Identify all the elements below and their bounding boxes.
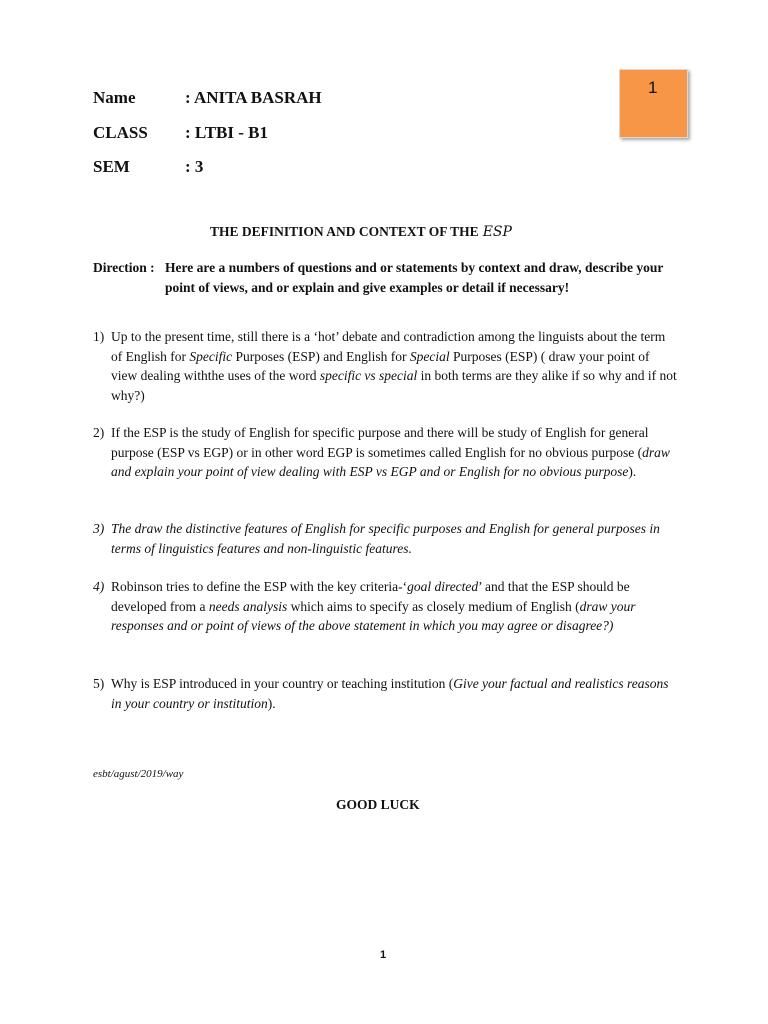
text-run: ). bbox=[628, 464, 637, 479]
question-number: 4) bbox=[93, 579, 105, 594]
direction-block bbox=[93, 258, 673, 298]
question-number: 2) bbox=[93, 425, 105, 440]
question-1 bbox=[93, 327, 679, 405]
italic-run: Give your factual and realistics reasons in your country or institution bbox=[111, 676, 669, 711]
text-run: ’ and that the ESP should be developed from a bbox=[111, 579, 630, 614]
name-label: Name bbox=[93, 88, 136, 107]
question-3 bbox=[93, 519, 679, 558]
italic-run: Special bbox=[409, 348, 450, 364]
question-number: 5) bbox=[93, 676, 105, 691]
author-note: esbt/agust/2019/way bbox=[93, 768, 184, 780]
title-main: THE DEFINITION AND CONTEXT OF THE bbox=[210, 224, 479, 239]
question-4 bbox=[93, 577, 679, 636]
class-label: CLASS bbox=[93, 123, 148, 142]
italic-run: specific vs special bbox=[319, 368, 418, 383]
question-5 bbox=[93, 674, 679, 713]
italic-run: goal directed bbox=[407, 579, 479, 594]
text-run: in both terms are they alike if so why and if not why?) bbox=[111, 368, 677, 403]
direction-label: Direction : bbox=[93, 260, 155, 275]
question-text bbox=[111, 577, 679, 636]
italic-run: draw your responses and or point of views of the above statement in which you may agree or disagree?) bbox=[111, 598, 636, 633]
text-run: Purposes (ESP) ( draw your point of view dealing withthe uses of the word bbox=[111, 348, 650, 383]
document-title bbox=[210, 224, 512, 240]
name-value: : ANITA BASRAH bbox=[185, 88, 322, 107]
italic-run: needs analysis bbox=[208, 598, 288, 614]
text-run: which aims to specify as closely medium of English ( bbox=[287, 598, 580, 614]
text-run: Why is ESP introduced in your country or teaching institution ( bbox=[111, 676, 454, 691]
question-number: 1) bbox=[93, 329, 105, 344]
question-text bbox=[111, 423, 679, 482]
italic-run: draw and explain your point of view dealing with ESP vs EGP and or English for no obvious purpose bbox=[111, 444, 670, 479]
badge-number: 1 bbox=[648, 78, 658, 97]
italic-run: Specific bbox=[189, 348, 233, 364]
sem-label: SEM bbox=[93, 157, 130, 176]
question-text bbox=[111, 327, 679, 405]
question-2 bbox=[93, 423, 679, 482]
text-run: Up to the present time, still there is a ‘hot’ debate and contradiction among the linguists about the term of English for bbox=[111, 329, 666, 364]
question-text bbox=[111, 674, 679, 713]
page-number: 1 bbox=[380, 949, 387, 961]
text-run: Robinson tries to define the ESP with the key criteria-‘ bbox=[111, 579, 408, 594]
question-number: 3) bbox=[93, 521, 105, 536]
class-value: : LTBI - B1 bbox=[185, 123, 268, 142]
closing-text: GOOD LUCK bbox=[336, 797, 420, 812]
direction-text: Here are a numbers of questions and or statements by context and draw, describe your point of views, and or explain and give examples or detail if necessary! bbox=[165, 260, 664, 295]
text-run: If the ESP is the study of English for specific purpose and there will be study of English for general purpose (ESP vs EGP) or in other word EGP is sometimes called English for no obvious purpose ( bbox=[111, 425, 649, 460]
text-run: Purposes (ESP) and English for bbox=[232, 348, 410, 364]
title-emphasis: ESP bbox=[482, 224, 512, 240]
page-number-badge bbox=[619, 69, 688, 138]
sem-value: : 3 bbox=[185, 157, 204, 176]
text-run: ). bbox=[267, 695, 276, 711]
question-text: The draw the distinctive features of English for specific purposes and English for general purposes in terms of linguistics features and non-linguistic features. bbox=[111, 521, 660, 556]
